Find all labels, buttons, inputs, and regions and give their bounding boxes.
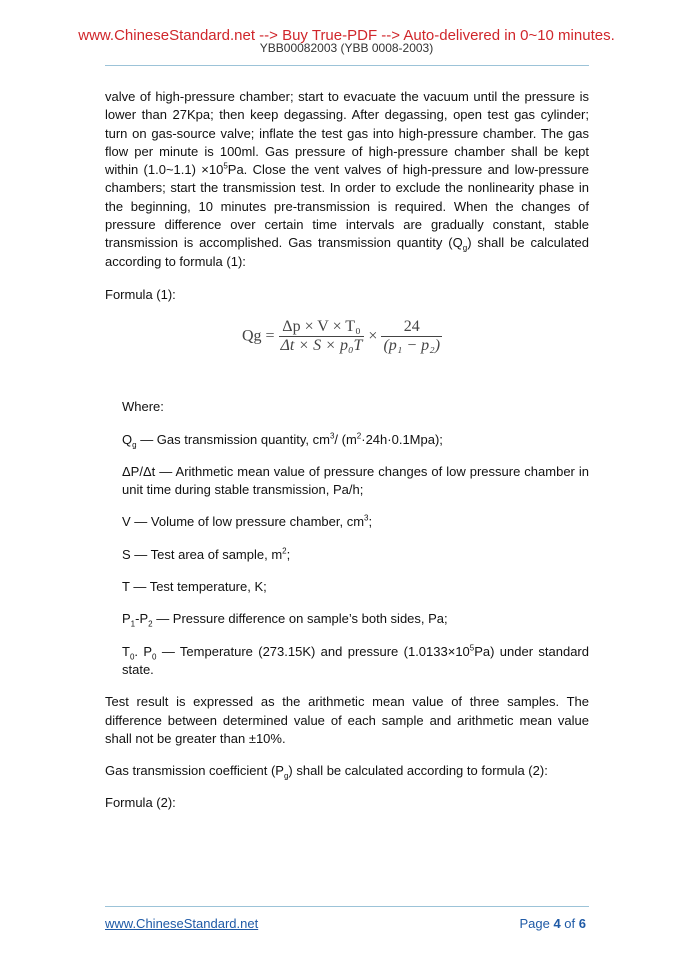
denominator: Δt × S × p₀T: [280, 337, 363, 355]
text: S — Test area of sample, m: [122, 546, 283, 562]
text: — Gas transmission quantity, cm: [136, 431, 330, 447]
text: Page: [519, 916, 554, 931]
text: of: [560, 916, 579, 931]
text: — Pressure difference on sample’s both sides, Pa;: [152, 611, 448, 627]
header-divider: [105, 65, 589, 66]
footer-divider: [105, 906, 589, 907]
text: — Temperature (273.15K) and pressure (1.0133×10: [156, 643, 470, 659]
fraction-1: [279, 318, 365, 355]
text: P: [122, 611, 131, 627]
text: / (m: [334, 431, 357, 447]
text: Gas transmission coefficient (P: [105, 763, 284, 779]
current-page: 4: [553, 916, 561, 931]
paragraph-procedure: [105, 88, 589, 271]
formula-1-label: Formula (1):: [105, 286, 176, 302]
page-indicator: [519, 916, 586, 931]
sup: 5: [223, 161, 228, 171]
text: Q: [122, 431, 133, 447]
promo-banner[interactable]: www.ChineseStandard.net --> Buy True-PDF --> Auto-delivered in 0~10 minutes.: [78, 27, 615, 44]
text: V — Volume of low pressure chamber, cm: [122, 514, 365, 530]
numerator: Δp × V × T₀: [279, 318, 365, 337]
numerator: 24: [381, 318, 442, 337]
sub: g: [283, 771, 289, 781]
def-t: T — Test temperature, K;: [122, 579, 267, 595]
paragraph-result: Test result is expressed as the arithmetic mean value of three samples. The difference between determined value of each sample and arithmetic mean value shall not be greater than ±10%.: [105, 694, 589, 746]
text: ;: [286, 546, 291, 562]
text: ) shall be calculated according to formula (1):: [105, 235, 589, 269]
text: ;: [368, 514, 373, 530]
footer-website-link[interactable]: www.ChineseStandard.net: [105, 916, 259, 931]
text: T: [122, 643, 130, 659]
document-id: YBB00082003 (YBB 0008-2003): [259, 41, 434, 55]
def-v: [122, 513, 589, 531]
text: -P: [135, 611, 149, 627]
formula-2-label: Formula (2):: [105, 795, 176, 811]
def-t0-p0: [122, 643, 589, 680]
def-qg: [122, 431, 589, 449]
sub: g: [462, 243, 468, 253]
total-pages: 6: [578, 916, 586, 931]
sub: 2: [148, 619, 153, 629]
document-body: [105, 88, 589, 813]
sub: g: [132, 440, 137, 450]
sup: 3: [364, 514, 369, 524]
sub: 1: [130, 619, 136, 629]
text: ·24h·0.1Mpa);: [361, 431, 443, 447]
def-s: [122, 546, 589, 564]
sup: 5: [469, 643, 475, 653]
def-p: [122, 610, 589, 628]
text: Pa. Close the vent valves of high-pressure and low-pressure chambers; start the transmission test. In order to exclude the nonlinearity phase in the beginning, 10 minutes pre-transmission is required. When the changes of pressure difference over certain time intervals are gradually constant, stable transmission is accomplished. Gas transmission quantity (Q: [105, 162, 589, 251]
fraction-2: [381, 318, 442, 355]
where-label: Where:: [122, 399, 164, 415]
text: Pa) under standard state.: [122, 643, 589, 677]
times-sign: ×: [368, 327, 378, 345]
formula-lhs: Qg =: [241, 327, 275, 345]
sub: 0: [152, 652, 157, 662]
text: valve of high-pressure chamber; start to evacuate the vacuum until the pressure is lower than 27Kpa; then keep degassing. After degassing, open test gas cylinder; turn on gas-source valve; inflate the test gas into high-pressure chamber. The gas flow per minute is 100ml. Gas pressure of high-pressure chamber shall be kept within (1.0~1.1) ×10: [105, 89, 589, 178]
denominator: (p₁ − p₂): [383, 337, 441, 355]
sub: 0: [129, 652, 135, 662]
def-dp: ΔP/Δt — Arithmetic mean value of pressure changes of low pressure chamber in unit time during stable transmission, Pa/h;: [122, 463, 589, 498]
sup: 3: [329, 431, 335, 441]
formula-1: [105, 318, 589, 388]
paragraph-coefficient: [105, 762, 589, 780]
text: . P: [134, 643, 153, 659]
sup: 2: [356, 431, 362, 441]
sup: 2: [282, 546, 287, 556]
text: ) shall be calculated according to formula (2):: [288, 763, 548, 779]
